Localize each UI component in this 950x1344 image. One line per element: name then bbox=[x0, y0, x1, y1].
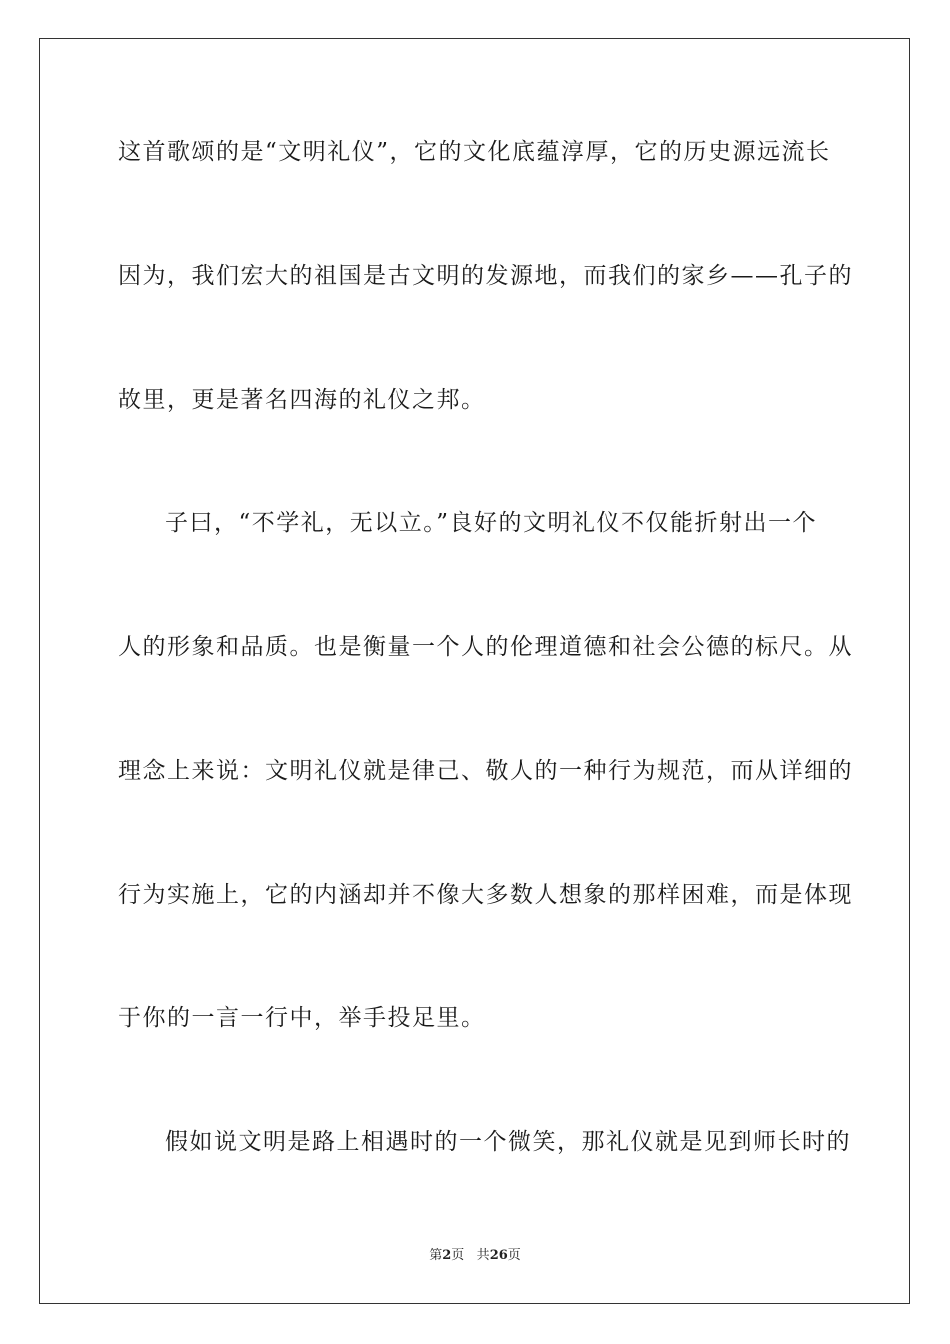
total-pages: 26 bbox=[489, 1248, 508, 1263]
page-number: 2 bbox=[442, 1248, 452, 1263]
page-prefix: 第 bbox=[429, 1248, 443, 1263]
total-suffix: 页 bbox=[507, 1248, 521, 1263]
body-text-line-2: 因为，我们宏大的祖国是古文明的发源地，而我们的家乡——孔子的 bbox=[118, 263, 853, 289]
body-text-line-6: 理念上来说：文明礼仪就是律己、敬人的一种行为规范，而从详细的 bbox=[118, 758, 853, 784]
body-text-line-5: 人的形象和品质。也是衡量一个人的伦理道德和社会公德的标尺。从 bbox=[118, 634, 853, 660]
body-text-line-9: 假如说文明是路上相遇时的一个微笑，那礼仪就是见到师长时的 bbox=[165, 1129, 851, 1155]
body-text-line-4: 子曰，“不学礼，无以立。”良好的文明礼仪不仅能折射出一个 bbox=[165, 510, 818, 536]
page-footer bbox=[0, 1247, 950, 1265]
page-suffix: 页 bbox=[451, 1248, 465, 1263]
body-text-line-3: 故里，更是著名四海的礼仪之邦。 bbox=[118, 387, 486, 413]
total-prefix: 共 bbox=[476, 1248, 490, 1263]
body-text-line-8: 于你的一言一行中，举手投足里。 bbox=[118, 1005, 486, 1031]
body-text-line-7: 行为实施上，它的内涵却并不像大多数人想象的那样困难，而是体现 bbox=[118, 882, 853, 908]
page-border bbox=[39, 38, 910, 1304]
body-text-line-1: 这首歌颂的是“文明礼仪”，它的文化底蕴淳厚，它的历史源远流长 bbox=[118, 139, 831, 165]
